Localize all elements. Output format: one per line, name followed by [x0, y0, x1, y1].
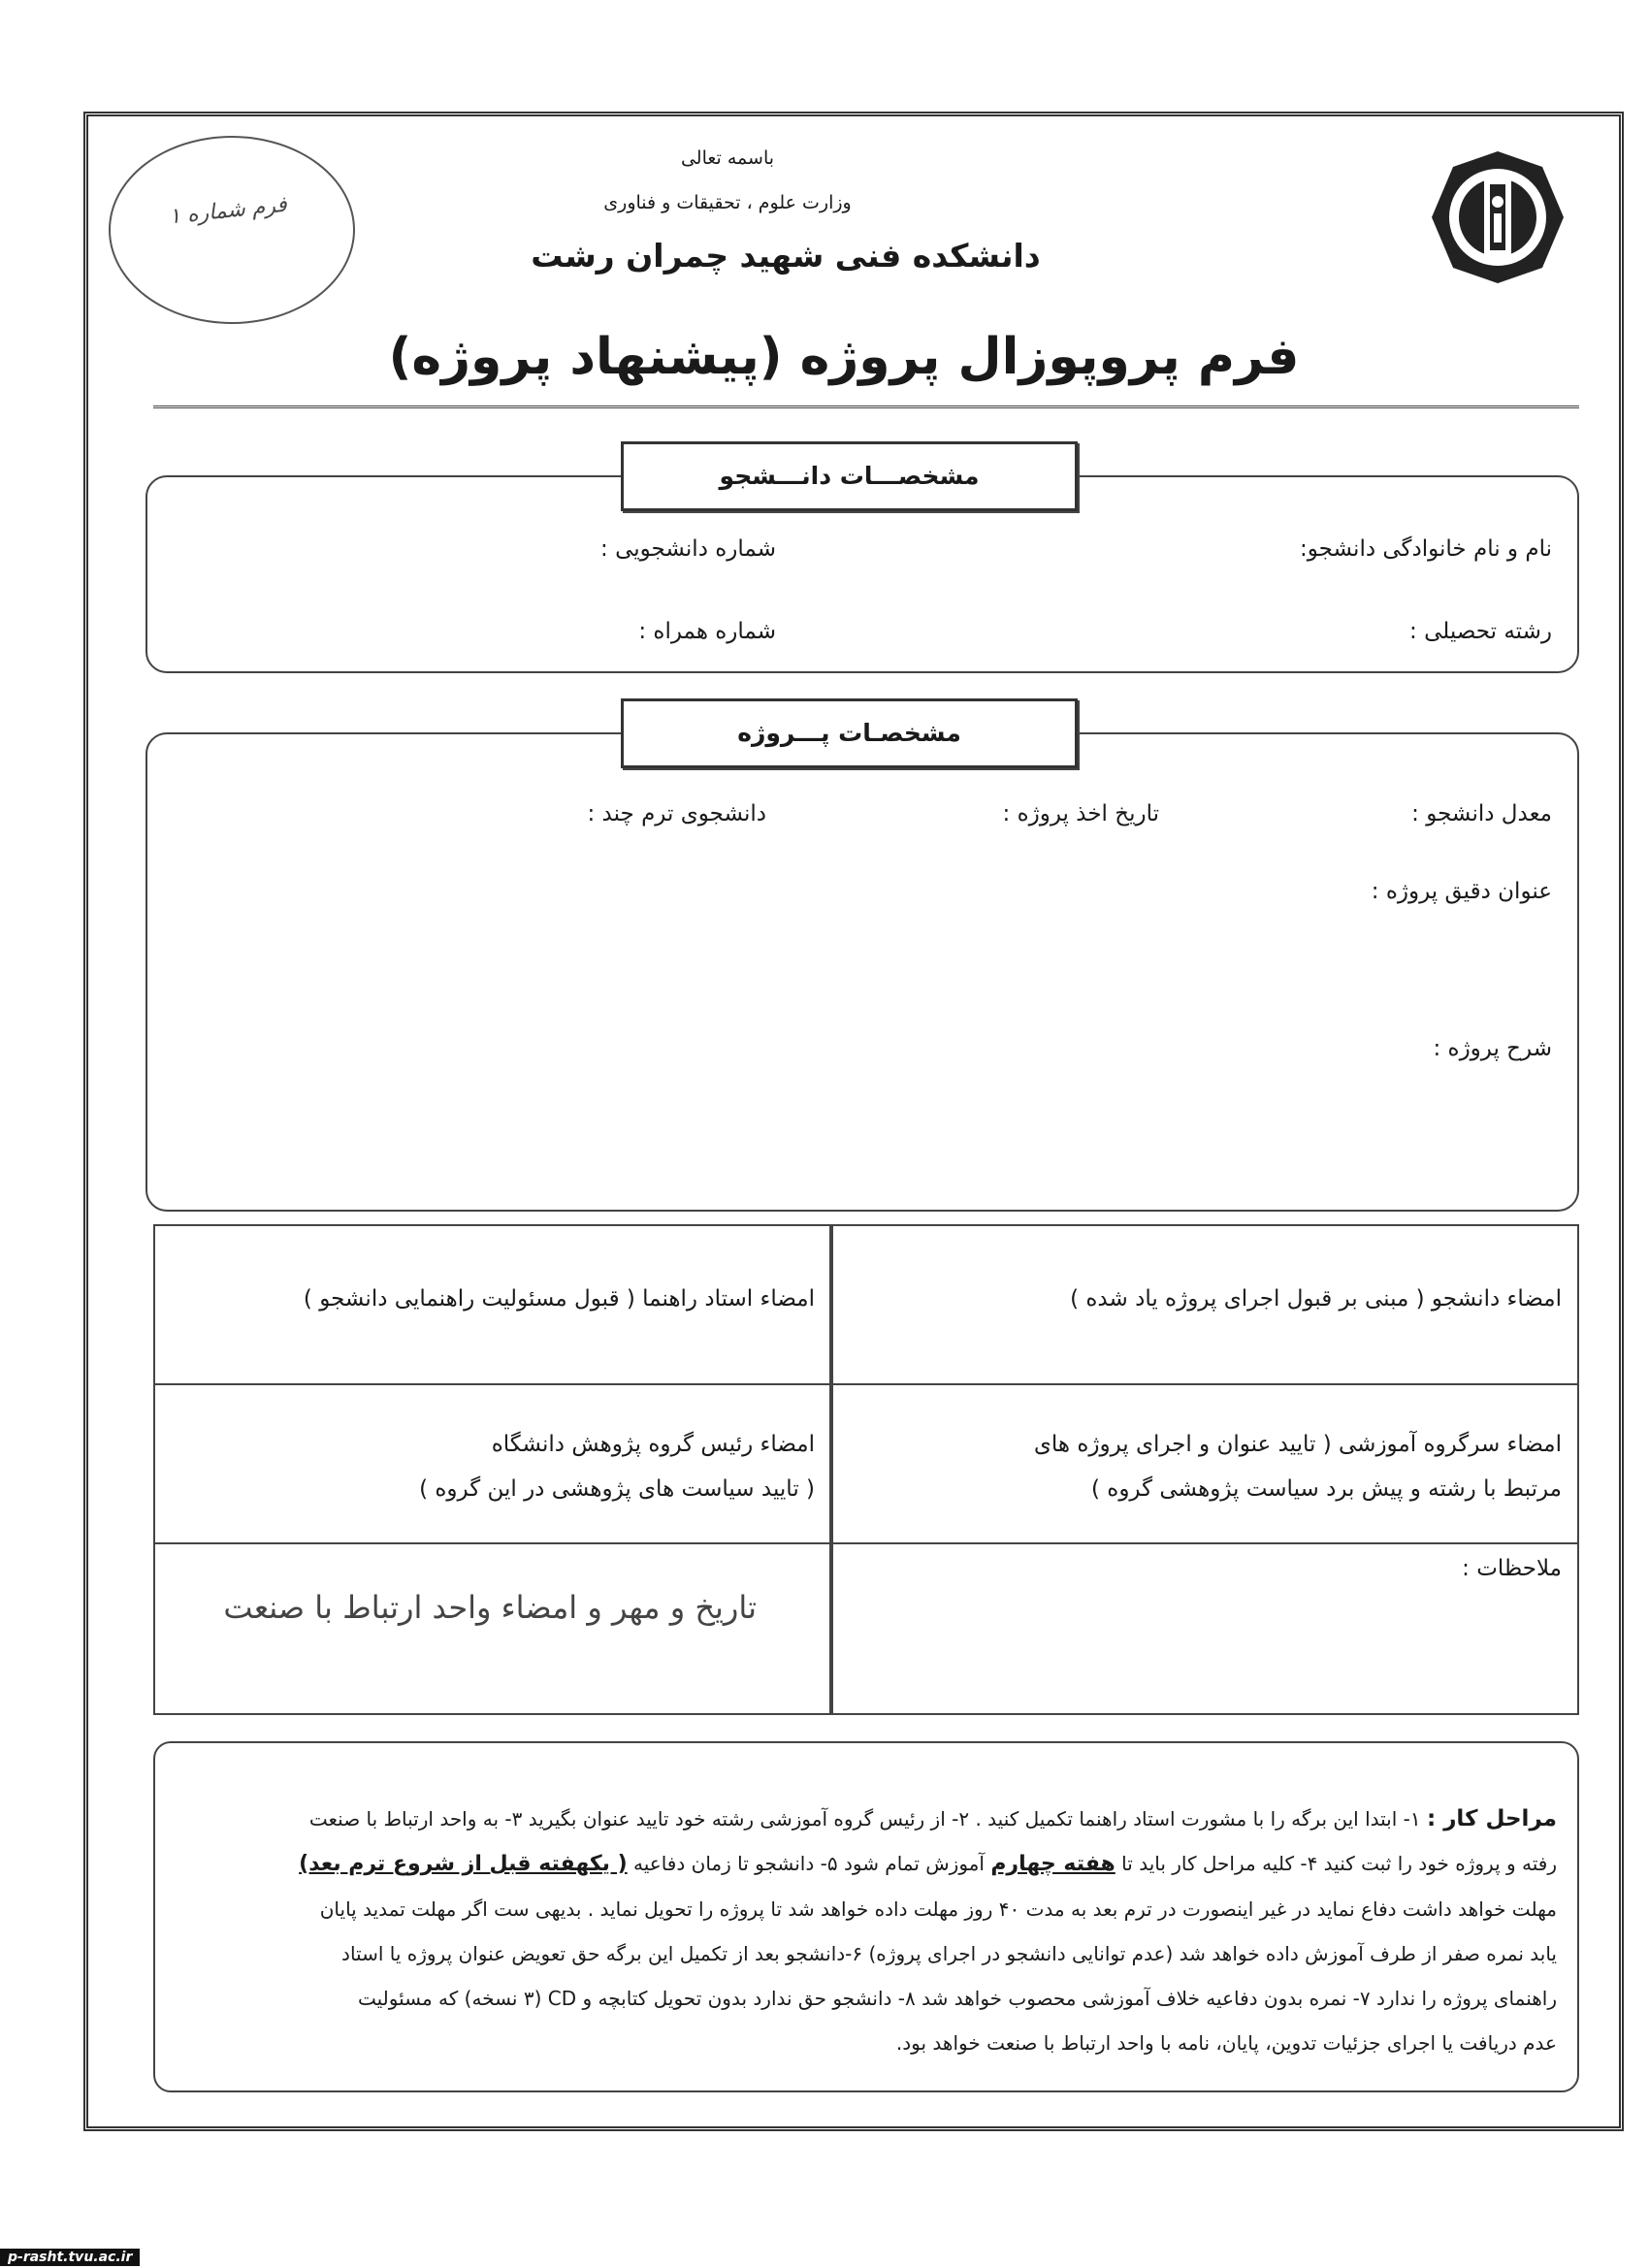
gpa-label: معدل دانشجو : — [1411, 801, 1552, 826]
remarks-label: ملاحظات : — [1462, 1556, 1562, 1581]
college-logo — [1426, 146, 1569, 289]
procedure-text-2a: رفته و پروژه خود را ثبت کنید ۴- کلیه مراحل کار باید تا — [1121, 1852, 1557, 1875]
mobile-label: شماره همراه : — [638, 619, 776, 644]
form-number: فرم شماره ۱ — [167, 192, 289, 230]
college-name: دانشکده فنی شهید چمران رشت — [531, 237, 1041, 275]
industry-stamp-label: تاریخ و مهر و امضاء واحد ارتباط با صنعت — [223, 1589, 757, 1626]
student-id-label: شماره دانشجویی : — [600, 536, 776, 562]
procedure-line-1 — [175, 1797, 1557, 1841]
research-head-signature-line2: ( تایید سیاست های پژوهشی در این گروه ) — [419, 1476, 815, 1502]
exact-title-label: عنوان دقیق پروژه : — [1371, 879, 1552, 904]
major-label: رشته تحصیلی : — [1409, 619, 1552, 644]
fourth-week-emphasis: هفته چهارم — [990, 1852, 1116, 1876]
dept-head-signature-line2: مرتبط با رشته و پیش برد سیاست پژوهشی گروه ) — [1090, 1476, 1562, 1502]
ministry-name: وزارت علوم ، تحقیقات و فناوری — [603, 192, 852, 213]
procedure-line-4: یابد نمره صفر از طرف آموزش داده خواهد شد (عدم توانایی دانشجو در اجرای پروژه) ۶-دانشجو بعد از تکمیل این برگه حق تعویض عنوان پروژه یا استاد — [341, 1942, 1557, 1965]
form-title: فرم پروپوزال پروژه (پیشنهاد پروژه) — [388, 328, 1300, 386]
industry-stamp-cell — [153, 1542, 833, 1715]
dept-head-signature-cell — [829, 1383, 1579, 1544]
full-name-label: نام و نام خانوادگی دانشجو: — [1300, 536, 1552, 562]
student-section-title: مشخصـــات دانـــشجو — [621, 441, 1078, 511]
bismillah: باسمه تعالی — [680, 147, 775, 169]
advisor-signature-label: امضاء استاد راهنما ( قبول مسئولیت راهنمایی دانشجو ) — [303, 1286, 815, 1312]
term-label: دانشجوی ترم چند : — [587, 801, 766, 826]
header-divider — [153, 405, 1579, 408]
procedure-text-1: ۱- ابتدا این برگه را با مشورت استاد راهنما تکمیل کنید . ۲- از رئیس گروه آموزشی رشته خود تایید عنوان بگیرید ۳- به واحد ارتباط با صنعت — [308, 1807, 1421, 1831]
project-date-label: تاریخ اخذ پروژه : — [1002, 801, 1159, 826]
project-box — [146, 732, 1579, 1212]
research-head-signature-cell — [153, 1383, 833, 1544]
project-section-title: مشخصـات پـــروژه — [621, 698, 1078, 768]
site-watermark: p-rasht.tvu.ac.ir — [0, 2249, 140, 2266]
dept-head-signature-line1: امضاء سرگروه آموزشی ( تایید عنوان و اجرای پروژه های — [1033, 1432, 1562, 1457]
form-number-oval — [109, 136, 355, 324]
description-label: شرح پروژه : — [1433, 1036, 1552, 1061]
procedure-line-6: عدم دریافت یا اجرای جزئیات تدوین، پایان، نامه با واحد ارتباط با صنعت خواهد بود. — [895, 2031, 1557, 2055]
procedure-text-2c: آموزش تمام شود ۵- دانشجو تا زمان دفاعیه — [633, 1852, 985, 1875]
procedure-line-5: راهنمای پروژه را ندارد ۷- نمره بدون دفاعیه خلاف آموزشی محصوب خواهد شد ۸- دانشجو حق ندارد بدون تحویل کتابچه و CD (۳ نسخه) که مسئولیت — [358, 1987, 1557, 2010]
research-head-signature-line1: امضاء رئیس گروه پژوهش دانشگاه — [491, 1432, 815, 1457]
procedure-line-3: مهلت خواهد داشت دفاع نماید در غیر اینصورت در ترم بعد به مدت ۴۰ روز مهلت داده خواهد شد تا پروژه را تحویل نماید . بدیهی ست اگر مهلت تمدید پایان — [319, 1897, 1557, 1921]
procedure-notes — [175, 1797, 1557, 2065]
procedure-line-2 — [175, 1841, 1557, 1887]
student-signature-label: امضاء دانشجو ( مبنی بر قبول اجرای پروژه یاد شده ) — [1070, 1286, 1562, 1312]
one-week-before-emphasis: ( یکهفته قبل از شروع ترم بعد) — [299, 1852, 628, 1876]
procedure-title: مراحل کار : — [1426, 1806, 1557, 1831]
